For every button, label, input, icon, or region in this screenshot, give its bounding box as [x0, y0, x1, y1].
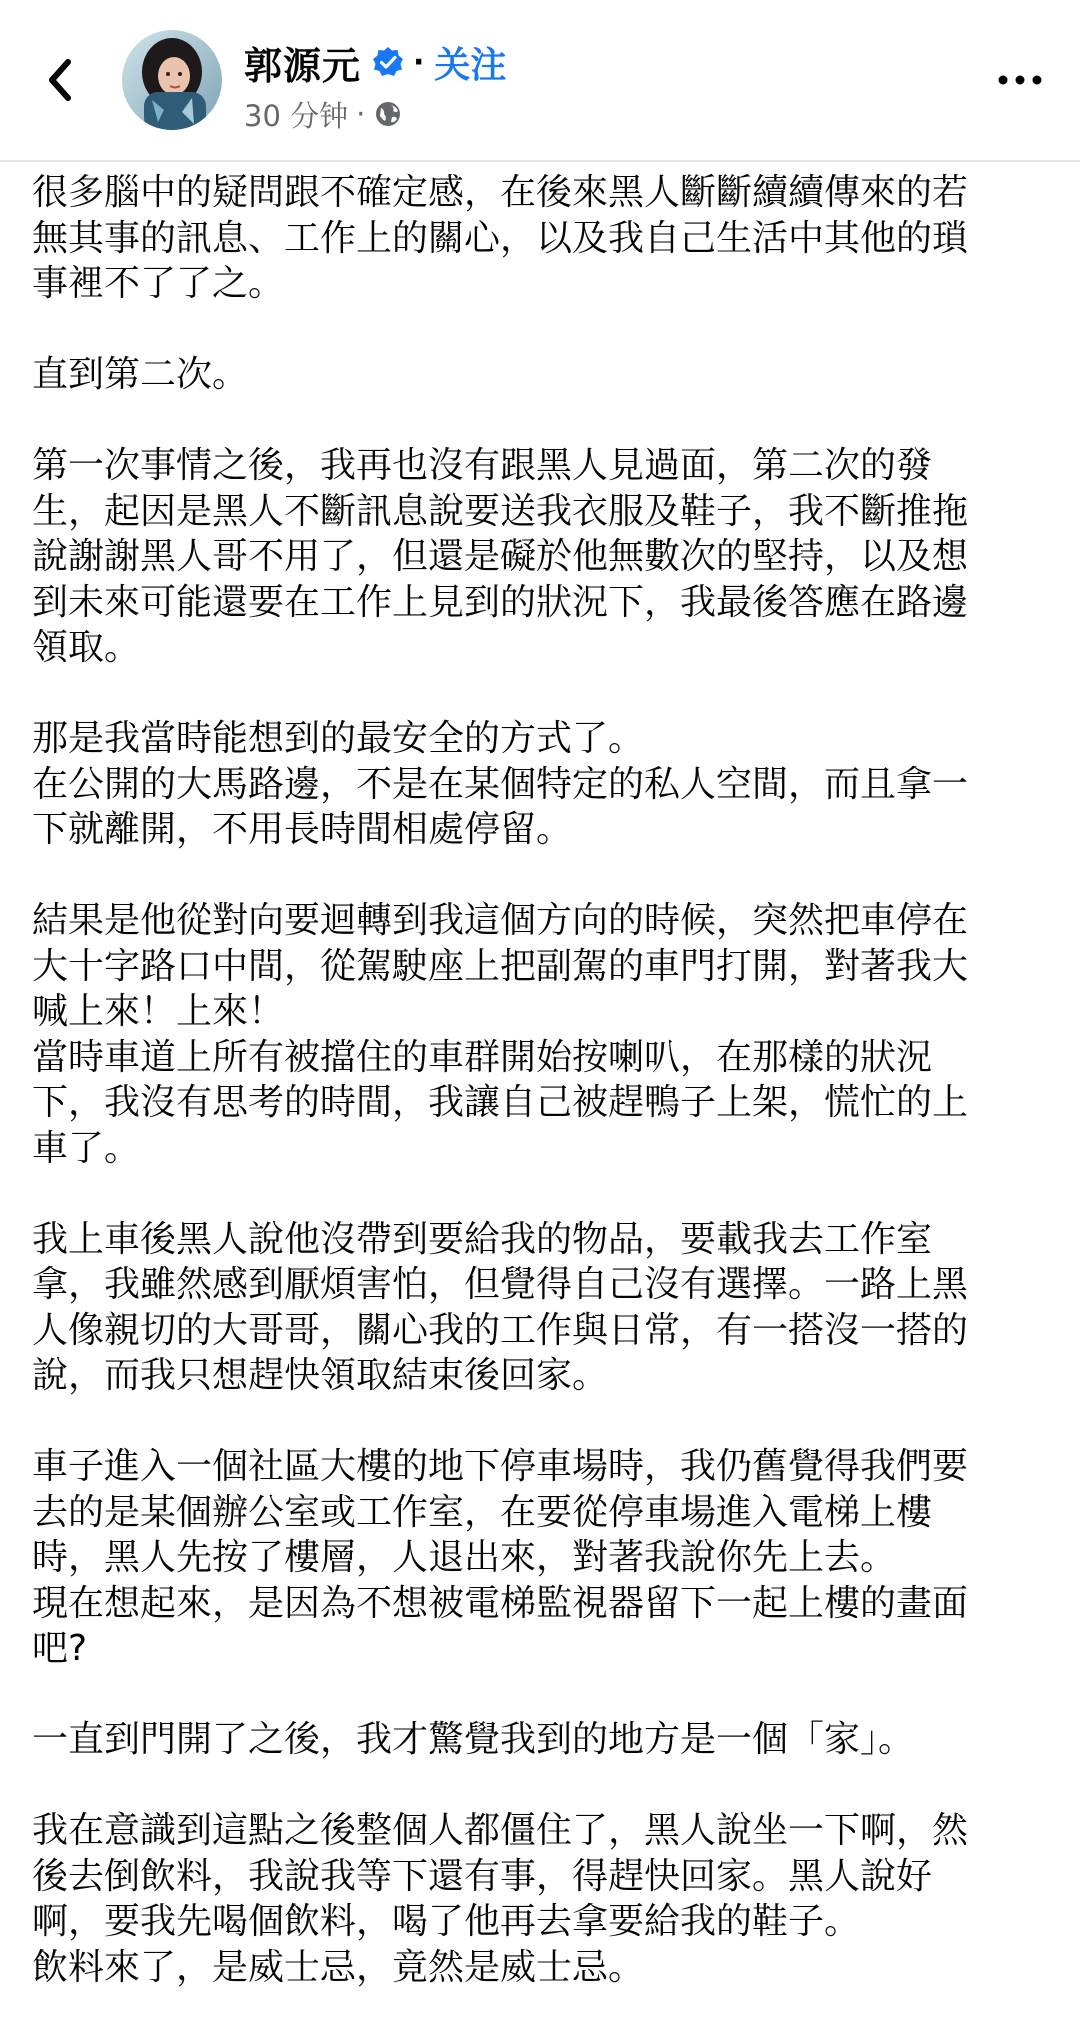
post-text-line: 飲料來了，是威士忌，竟然是威士忌。: [32, 1946, 645, 1988]
post-text-line: 啊，要我先喝個飲料，喝了他再去拿要給我的鞋子。: [32, 1901, 861, 1942]
post-paragraph: [32, 443, 1048, 671]
post-paragraph: [32, 170, 1048, 307]
avatar-image: [122, 30, 222, 130]
post-text-line: 去的是某個辦公室或工作室，在要從停車場進入電梯上樓: [32, 1491, 933, 1533]
follow-button[interactable]: 关注: [434, 44, 507, 86]
post-text-line: 車了。: [32, 1127, 141, 1169]
post-text-line: 大十字路口中間，從駕駛座上把副駕的車門打開，對著我大: [32, 945, 969, 987]
post-text-line: 很多腦中的疑問跟不確定感，在後來黑人斷斷續續傳來的若: [32, 172, 969, 213]
post-text-line: 說，而我只想趕快領取結束後回家。: [32, 1355, 609, 1396]
post-text-line: 喊上來！上來！: [32, 991, 285, 1032]
post-text-line: 拿，我雖然感到厭煩害怕，但覺得自己沒有選擇。一路上黑: [32, 1264, 969, 1305]
post-text-line: 到未來可能還要在工作上見到的狀況下，我最後答應在路邊: [32, 581, 969, 623]
post-text-line: 第一次事情之後，我再也沒有跟黑人見過面，第二次的發: [32, 445, 933, 486]
post-text-line: 事裡不了了之。: [32, 263, 285, 304]
post-text-line: 我上車後黑人說他沒帶到要給我的物品，要載我去工作室: [32, 1218, 933, 1260]
post-text-line: 領取。: [32, 627, 141, 668]
post-paragraph: [32, 1217, 1048, 1399]
post-text-line: 後去倒飲料，我說我等下還有事，得趕快回家。黑人說好: [32, 1855, 933, 1897]
post-text-line: 直到第二次。: [32, 354, 249, 395]
post-text-line: 時，黑人先按了樓層，人退出來，對著我說你先上去。: [32, 1537, 897, 1578]
post-paragraph: [32, 716, 1048, 853]
post-text-line: 結果是他從對向要迴轉到我這個方向的時候，突然把車停在: [32, 900, 969, 941]
post-text-line: 車子進入一個社區大樓的地下停車場時，我仍舊覺得我們要: [32, 1446, 969, 1487]
post-text-line: 說謝謝黑人哥不用了，但還是礙於他無數次的堅持，以及想: [32, 536, 969, 577]
post-text-line: 現在想起來，是因為不想被電梯監視器留下一起上樓的畫面: [32, 1582, 969, 1624]
post-paragraph: [32, 1808, 1048, 1990]
verified-badge-icon: [371, 45, 405, 79]
author-avatar[interactable]: [122, 30, 222, 130]
post-header: [0, 0, 1080, 162]
post-paragraph: [32, 352, 1048, 398]
post-text-line: 我在意識到這點之後整個人都僵住了，黑人說坐一下啊，然: [32, 1810, 969, 1851]
author-row: [244, 34, 506, 90]
globe-icon: [373, 99, 403, 129]
more-options-button[interactable]: [990, 62, 1050, 98]
post-text-line: 那是我當時能想到的最安全的方式了。: [32, 718, 645, 759]
post-text-line: 在公開的大馬路邊，不是在某個特定的私人空間，而且拿一: [32, 763, 969, 805]
post-text-line: 無其事的訊息、工作上的關心，以及我自己生活中其他的瑣: [32, 217, 969, 259]
post-text-line: 一直到門開了之後，我才驚覺我到的地方是一個「家」。: [32, 1719, 915, 1760]
author-name[interactable]: 郭源元: [244, 43, 362, 88]
post-text-line: 當時車道上所有被擋住的車群開始按喇叭，在那樣的狀況: [32, 1036, 933, 1078]
post-paragraph: [32, 1444, 1048, 1672]
post-body: [32, 170, 1048, 2036]
post-meta: [244, 94, 403, 134]
more-horizontal-icon: [998, 75, 1042, 85]
back-button[interactable]: [40, 50, 80, 110]
post-text-line: 下，我沒有思考的時間，我讓自己被趕鴨子上架，慌忙的上: [32, 1082, 969, 1123]
post-text-line: 人像親切的大哥哥，關心我的工作與日常，有一搭沒一搭的: [32, 1309, 969, 1351]
meta-separator: ·: [356, 97, 366, 131]
post-text-line: 吧?: [32, 1628, 88, 1669]
post-paragraph: [32, 1717, 1048, 1763]
post-paragraph: [32, 898, 1048, 1171]
post-text-line: 下就離開，不用長時間相處停留。: [32, 809, 573, 850]
post-text-line: 生，起因是黑人不斷訊息說要送我衣服及鞋子，我不斷推拖: [32, 490, 969, 532]
post-timestamp[interactable]: 30 分钟: [244, 98, 349, 133]
chevron-left-icon: [46, 58, 74, 102]
name-separator: ·: [413, 44, 425, 80]
